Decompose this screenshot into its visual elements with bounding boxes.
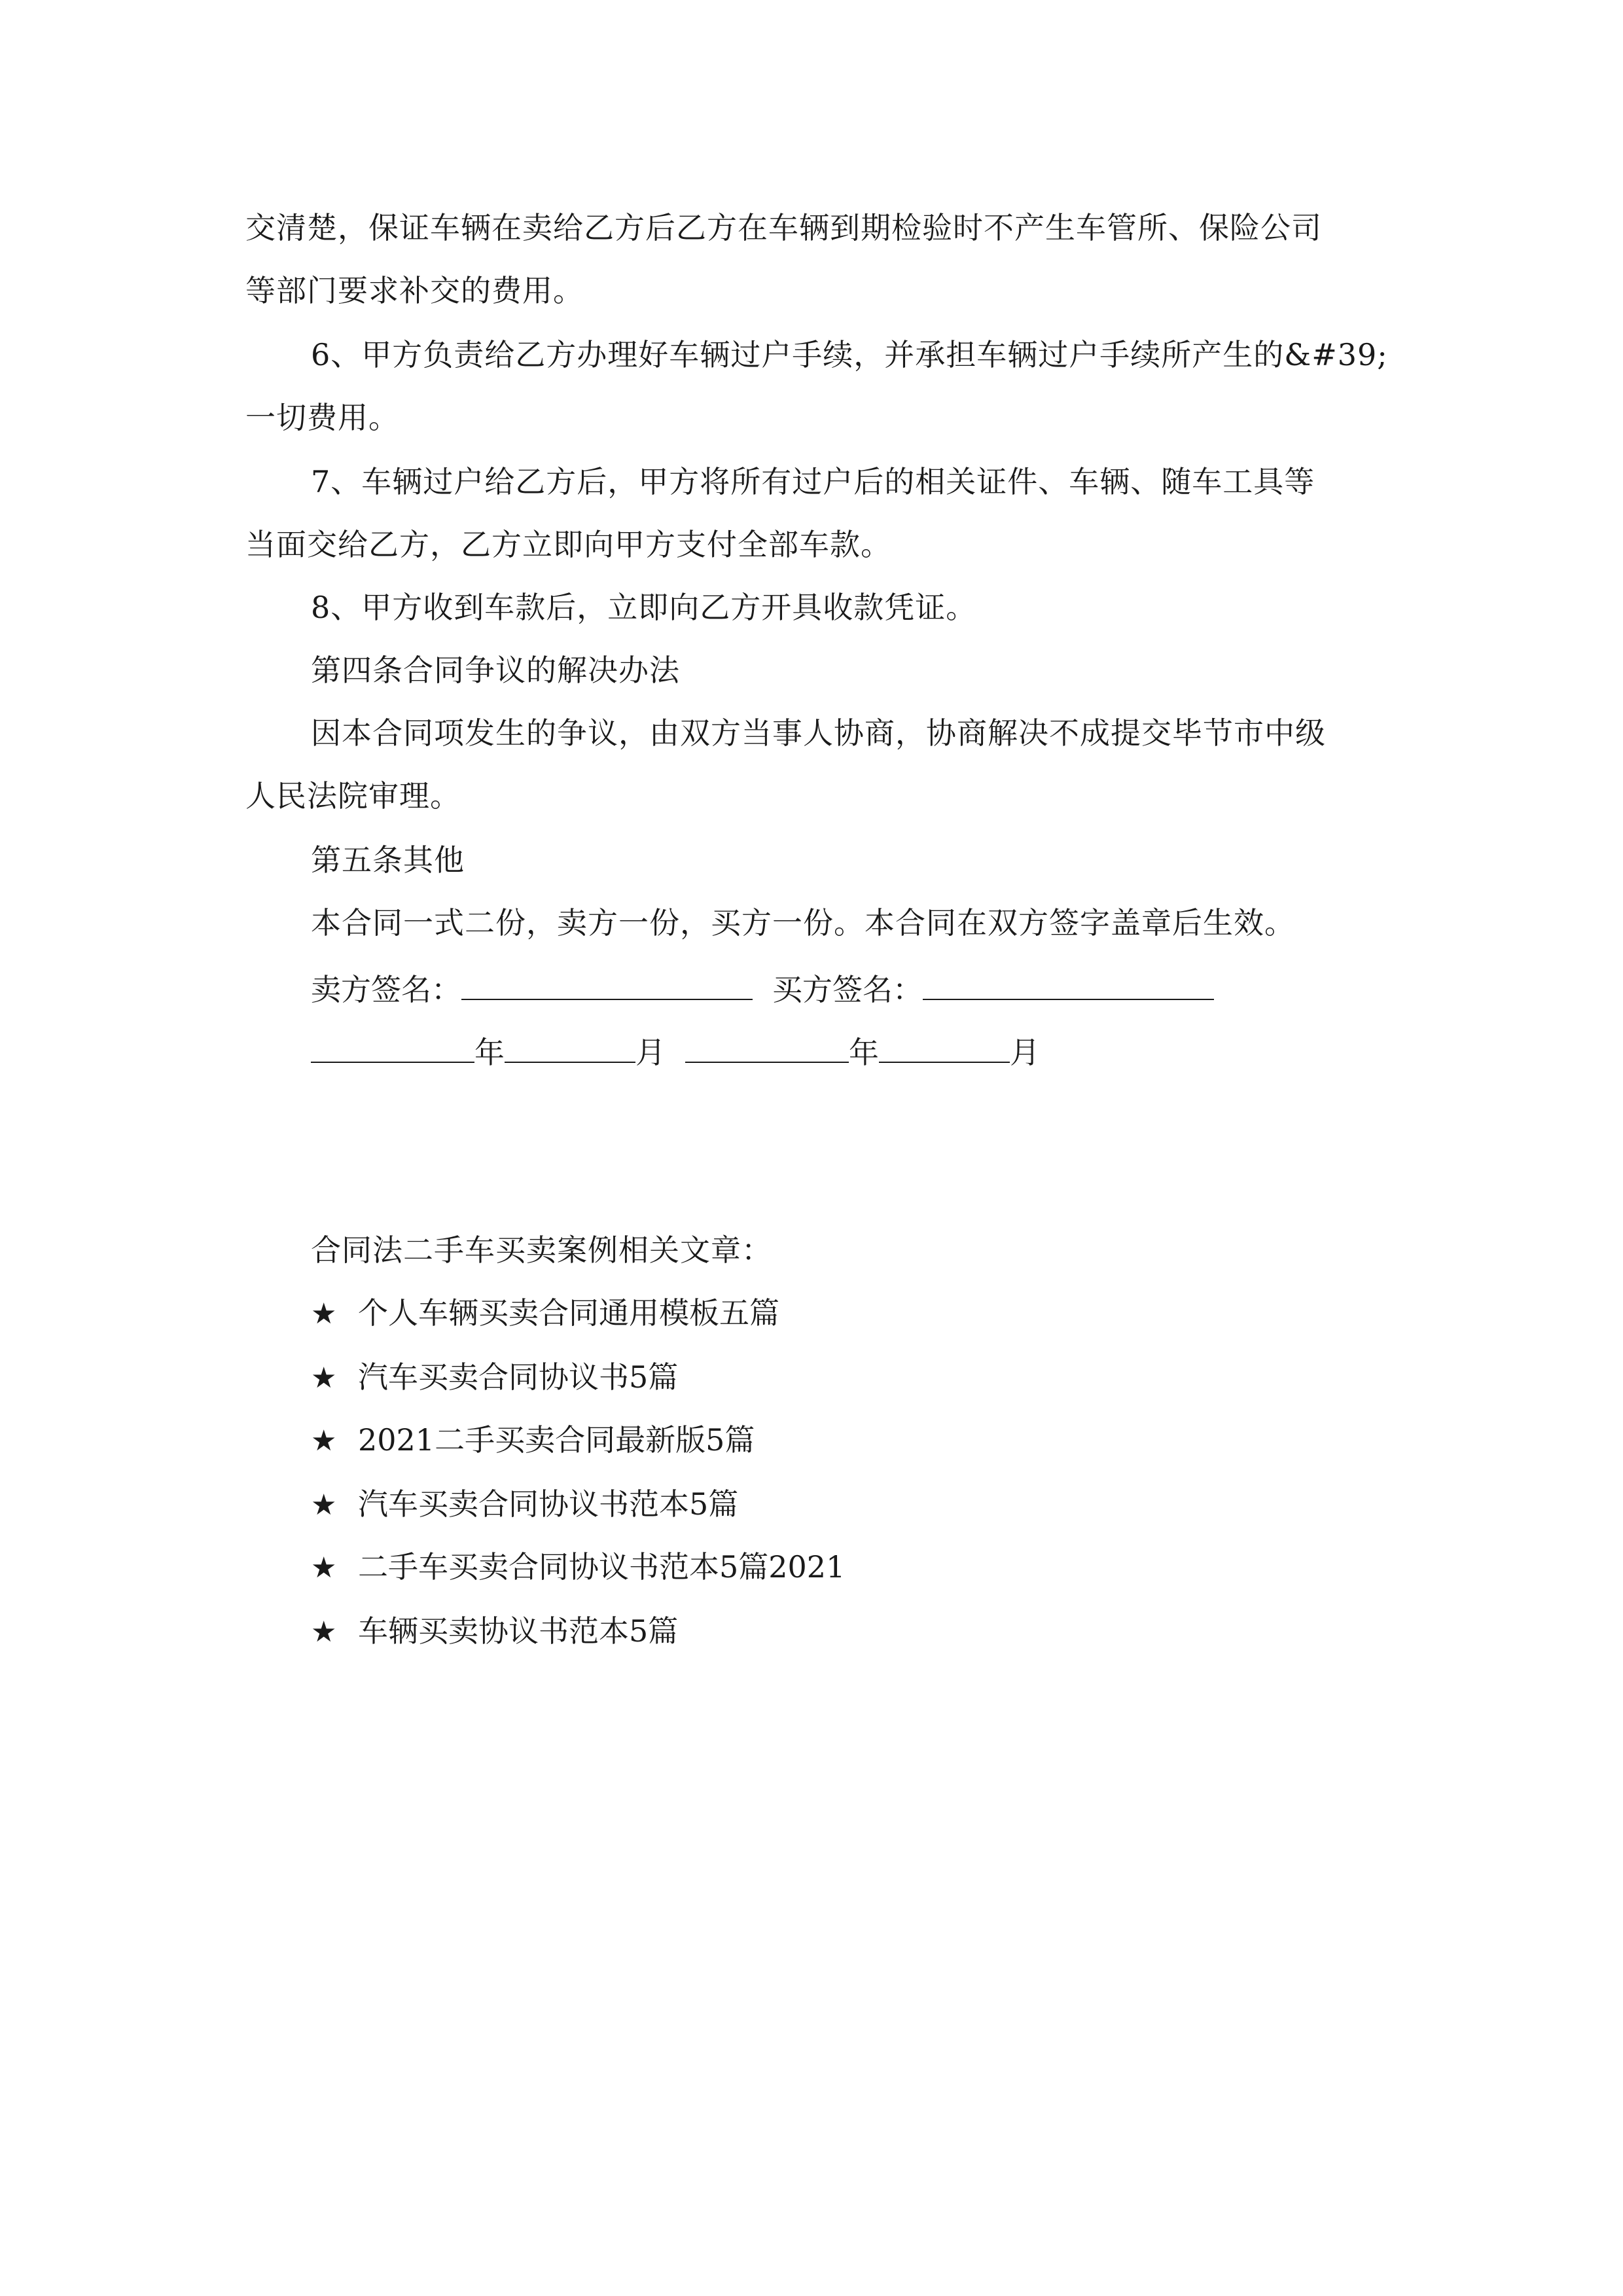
buyer-signature-field[interactable] (923, 969, 1214, 1000)
paragraph-line: 7、车辆过户给乙方后，甲方将所有过户后的相关证件、车辆、随车工具等 (311, 464, 1315, 499)
paragraph-line: 当面交给乙方，乙方立即向甲方支付全部车款。 (245, 527, 891, 562)
year-label: 年 (474, 1035, 505, 1070)
month-label: 月 (1010, 1035, 1040, 1070)
date-row (311, 1031, 1040, 1072)
paragraph-line: 6、甲方负责给乙方办理好车辆过户手续，并承担车辆过户手续所产生的&#39; (311, 337, 1388, 372)
paragraph-line: 本合同一式二份，卖方一份，买方一份。本合同在双方签字盖章后生效。 (311, 905, 1295, 941)
seller-month-field[interactable] (505, 1031, 635, 1063)
year-label: 年 (849, 1035, 879, 1070)
related-article-title: 汽车买卖合同协议书范本5篇 (358, 1486, 739, 1522)
paragraph-line: 因本合同项发生的争议，由双方当事人协商，协商解决不成提交毕节市中级 (311, 715, 1326, 751)
related-article-title: 汽车买卖合同协议书5篇 (358, 1359, 679, 1395)
paragraph-line: 8、甲方收到车款后，立即向乙方开具收款凭证。 (311, 590, 977, 625)
related-article-title: 二手车买卖合同协议书范本5篇2021 (358, 1549, 846, 1585)
seller-year-field[interactable] (311, 1031, 474, 1063)
related-article-link[interactable] (311, 1420, 755, 1461)
paragraph-line: 等部门要求补交的费用。 (245, 273, 584, 308)
paragraph-line: 交清楚，保证车辆在卖给乙方后乙方在车辆到期检验时不产生车管所、保险公司 (245, 210, 1322, 245)
star-icon: ★ (311, 1424, 337, 1458)
seller-signature-field[interactable] (461, 969, 753, 1000)
related-article-link[interactable] (311, 1611, 678, 1652)
buyer-year-field[interactable] (685, 1031, 849, 1063)
related-article-link[interactable] (311, 1547, 845, 1588)
related-article-title: 2021二手买卖合同最新版5篇 (358, 1422, 755, 1458)
star-icon: ★ (311, 1615, 337, 1649)
related-article-link[interactable] (311, 1484, 738, 1525)
related-article-title: 车辆买卖协议书范本5篇 (358, 1613, 679, 1649)
paragraph-line: 人民法院审理。 (245, 778, 461, 814)
star-icon: ★ (311, 1361, 337, 1395)
related-article-title: 个人车辆买卖合同通用模板五篇 (358, 1295, 779, 1331)
related-articles-heading: 合同法二手车买卖案例相关文章： (311, 1232, 772, 1268)
buyer-month-field[interactable] (879, 1031, 1010, 1063)
buyer-signature-label: 买方签名： (772, 972, 923, 1007)
related-article-link[interactable] (311, 1293, 779, 1334)
month-label: 月 (635, 1035, 666, 1070)
article-5-heading: 第五条其他 (311, 842, 465, 878)
paragraph-line: 一切费用。 (245, 400, 399, 435)
article-4-heading: 第四条合同争议的解决办法 (311, 653, 680, 688)
star-icon: ★ (311, 1488, 337, 1522)
seller-signature-label: 卖方签名： (311, 972, 461, 1007)
signature-row (311, 969, 1214, 1009)
related-article-link[interactable] (311, 1357, 678, 1398)
star-icon: ★ (311, 1551, 337, 1585)
star-icon: ★ (311, 1297, 337, 1331)
